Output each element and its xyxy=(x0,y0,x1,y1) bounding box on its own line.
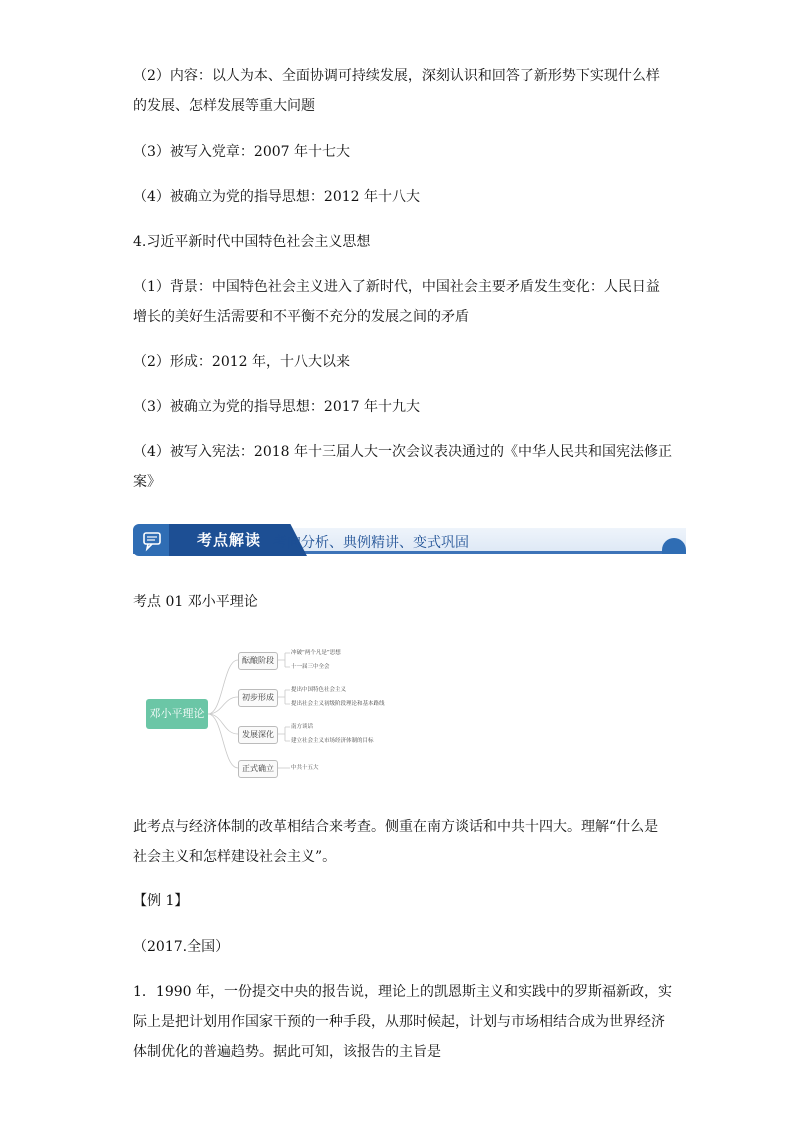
content-line: （4）被确立为党的指导思想：2012 年十八大 xyxy=(133,189,420,205)
banner-title: 考点解读 xyxy=(197,531,262,549)
mind-map xyxy=(143,640,383,780)
mind-map-root: 邓小平理论 xyxy=(146,699,208,729)
mind-map-branch: 初步形成 xyxy=(238,689,278,707)
mind-map-branch: 酝酿阶段 xyxy=(238,652,278,670)
content-line: （2）形成：2012 年，十八大以来 xyxy=(133,354,350,370)
mind-map-leaf: 中共十五大 xyxy=(291,765,319,771)
content-line: （3）被写入党章：2007 年十七大 xyxy=(133,144,350,160)
mind-map-leaf: 南方谈话 xyxy=(291,724,314,730)
content-line: （3）被确立为党的指导思想：2017 年十九大 xyxy=(133,399,420,415)
content-line: 的发展、怎样发展等重大问题 xyxy=(133,98,315,114)
content-line: 案》 xyxy=(133,474,161,490)
source-label: （2017.全国） xyxy=(133,939,230,955)
question-line: 1．1990 年，一份提交中央的报告说，理论上的凯恩斯主义和实践中的罗斯福新政，实 xyxy=(133,984,672,1000)
mind-map-leaf: 提出中国特色社会主义 xyxy=(291,687,347,693)
banner-icon-box xyxy=(133,524,171,556)
question-line: 体制优化的普遍趋势。据此可知，该报告的主旨是 xyxy=(133,1044,441,1060)
content-line: （1）背景：中国特色社会主义进入了新时代，中国社会主要矛盾发生变化：人民日益 xyxy=(133,279,660,295)
mind-map-leaf: 提出社会主义初级阶段理论和基本路线 xyxy=(291,701,385,707)
mind-map-branch: 正式确立 xyxy=(238,760,278,778)
section-banner xyxy=(133,524,686,558)
mind-map-leaf: 建立社会主义市场经济体制的目标 xyxy=(291,738,374,744)
question-line: 际上是把计划用作国家干预的一种手段，从那时候起，计划与市场相结合成为世界经济 xyxy=(133,1014,665,1030)
content-line: 增长的美好生活需要和不平衡不充分的发展之间的矛盾 xyxy=(133,309,469,325)
content-line: 社会主义和怎样建设社会主义”。 xyxy=(133,849,337,865)
topic-heading: 考点 01 邓小平理论 xyxy=(133,594,258,610)
chat-bubble-icon xyxy=(133,524,171,556)
example-label: 【例 1】 xyxy=(133,893,189,909)
section-heading: 4.习近平新时代中国特色社会主义思想 xyxy=(133,234,371,250)
mind-map-leaf: 十一届三中全会 xyxy=(291,664,330,670)
content-line: （4）被写入宪法：2018 年十三届人大一次会议表决通过的《中华人民共和国宪法修正 xyxy=(133,444,672,460)
banner-subtitle: 考向分析、典例精讲、变式巩固 xyxy=(273,535,469,551)
content-line: 此考点与经济体制的改革相结合来考查。侧重在南方谈话和中共十四大。理解“什么是 xyxy=(133,819,659,835)
mind-map-branch: 发展深化 xyxy=(238,726,278,744)
mind-map-leaf: 冲破“两个凡是”思想 xyxy=(291,650,341,656)
content-line: （2）内容：以人为本、全面协调可持续发展，深刻认识和回答了新形势下实现什么样 xyxy=(133,68,660,84)
